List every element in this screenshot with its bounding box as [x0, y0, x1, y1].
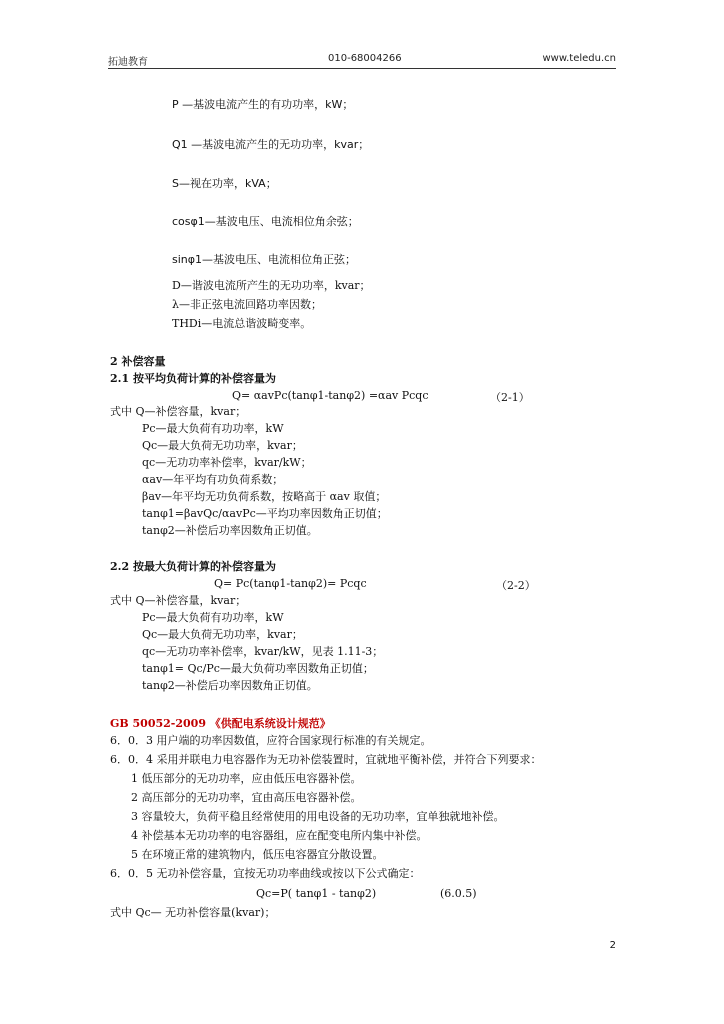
clause-line: 3 容量较大，负荷平稳且经常使用的用电设备的无功功率，宜单独就地补偿。 — [131, 810, 505, 823]
subsection-heading: 2.1 按平均负荷计算的补偿容量为 — [110, 372, 276, 385]
def-line: D—谐波电流所产生的无功功率，kvar； — [172, 279, 371, 292]
def-line: S—视在功率，kVA； — [172, 177, 277, 190]
var-line: 式中 Q—补偿容量，kvar； — [110, 594, 247, 607]
var-line: tanφ1=βavQc/αavPc—平均功率因数角正切值； — [142, 507, 388, 520]
def-line: cosφ1—基波电压、电流相位角余弦； — [172, 215, 359, 228]
header-website: www.teledu.cn — [542, 53, 616, 64]
def-line: λ—非正弦电流回路功率因数； — [172, 298, 322, 311]
var-line: Pc—最大负荷有功功率，kW — [142, 422, 284, 435]
header-phone: 010-68004266 — [328, 53, 402, 64]
var-line: qc—无功功率补偿率，kvar/kW，见表 1.11-3； — [142, 645, 384, 658]
clause-line: 6．0．4 采用并联电力电容器作为无功补偿装置时，宜就地平衡补偿，并符合下列要求： — [110, 753, 542, 766]
def-line: Q1 —基波电流产生的无功功率，kvar； — [172, 138, 370, 151]
clause-line: 4 补偿基本无功功率的电容器组，应在配变电所内集中补偿。 — [131, 829, 428, 842]
header-left: 拓迪教育 — [108, 57, 148, 68]
equation-number: （2-1） — [490, 391, 530, 404]
formula: Qc=P( tanφ1 - tanφ2) — [256, 887, 377, 900]
clause-line: 1 低压部分的无功功率，应由低压电容器补偿。 — [131, 772, 362, 785]
equation-number: （2-2） — [496, 579, 536, 592]
def-line: THDi—电流总谐波畸变率。 — [172, 317, 312, 330]
var-line: tanφ2—补偿后功率因数角正切值。 — [142, 679, 318, 692]
def-line: P —基波电流产生的有功功率，kW； — [172, 98, 354, 111]
clause-line: 2 高压部分的无功功率，宜由高压电容器补偿。 — [131, 791, 362, 804]
var-line: Pc—最大负荷有功功率，kW — [142, 611, 284, 624]
equation-number: (6.0.5) — [440, 887, 477, 900]
formula: Q= Pc(tanφ1-tanφ2)= Pcqc — [214, 577, 367, 590]
var-line: αav—年平均有功负荷系数； — [142, 473, 284, 486]
clause-line: 6．0．5 无功补偿容量，宜按无功功率曲线或按以下公式确定： — [110, 867, 421, 880]
var-line: qc—无功功率补偿率，kvar/kW； — [142, 456, 312, 469]
section-heading: 2 补偿容量 — [110, 355, 166, 368]
var-line: βav—年平均无功负荷系数，按略高于 αav 取值； — [142, 490, 387, 503]
header-rule — [108, 68, 616, 69]
var-line: 式中 Q—补偿容量，kvar； — [110, 405, 247, 418]
page-number: 2 — [609, 940, 616, 951]
page-header — [108, 50, 616, 68]
var-line: tanφ2—补偿后功率因数角正切值。 — [142, 524, 318, 537]
subsection-heading: 2.2 按最大负荷计算的补偿容量为 — [110, 560, 276, 573]
standard-title: GB 50052-2009 《供配电系统设计规范》 — [110, 717, 331, 730]
var-line: Qc—最大负荷无功功率，kvar； — [142, 628, 303, 641]
var-line: Qc—最大负荷无功功率，kvar； — [142, 439, 303, 452]
var-line: tanφ1= Qc/Pc—最大负荷功率因数角正切值； — [142, 662, 374, 675]
var-line: 式中 Qc— 无功补偿容量(kvar)； — [110, 906, 276, 919]
clause-line: 5 在环境正常的建筑物内，低压电容器宜分散设置。 — [131, 848, 384, 861]
def-line: sinφ1—基波电压、电流相位角正弦； — [172, 253, 357, 266]
clause-line: 6．0．3 用户端的功率因数值，应符合国家现行标准的有关规定。 — [110, 734, 432, 747]
formula: Q= αavPc(tanφ1-tanφ2) =αav Pcqc — [232, 389, 429, 402]
